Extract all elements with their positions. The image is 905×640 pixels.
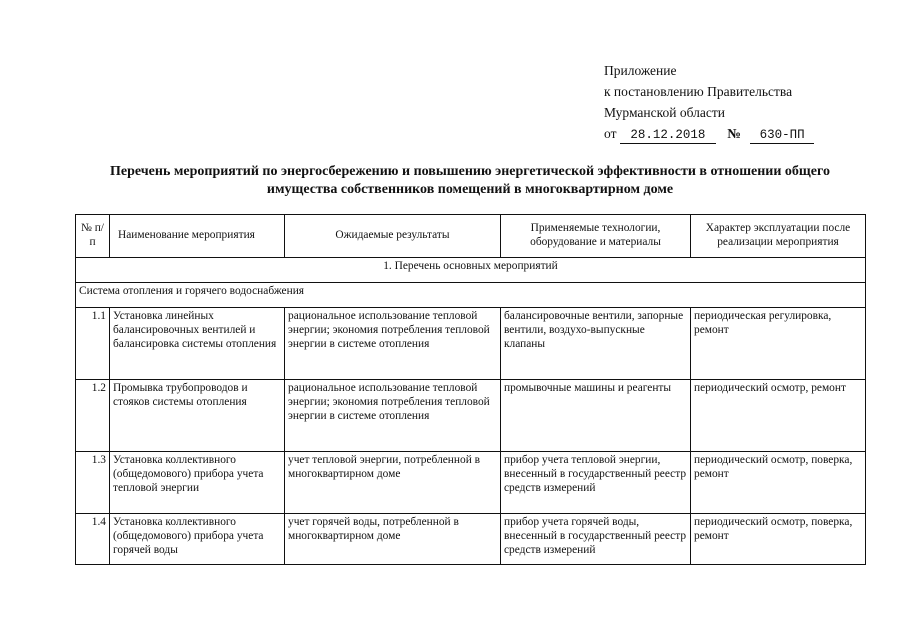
- row-results: учет горячей воды, потребленной в многоквартирном доме: [285, 514, 501, 565]
- row-number: 1.3: [76, 452, 110, 514]
- section-title: 1. Перечень основных мероприятий: [76, 258, 866, 283]
- row-name: Установка коллективного (общедомового) прибора учета тепловой энергии: [110, 452, 285, 514]
- row-tech: прибор учета тепловой энергии, внесенный в государственный реестр средств измерений: [501, 452, 691, 514]
- row-name: Установка коллективного (общедомового) прибора учета горячей воды: [110, 514, 285, 565]
- row-tech: балансировочные вентили, запорные вентили, воздухо-выпускные клапаны: [501, 308, 691, 380]
- table-row: [76, 452, 866, 514]
- title-line-2: имущества собственников помещений в многоквартирном доме: [266, 182, 674, 197]
- row-tech: промывочные машины и реагенты: [501, 380, 691, 452]
- table-row: [76, 380, 866, 452]
- row-results: рациональное использование тепловой энергии; экономия потребления тепловой энергии в системе отопления: [285, 308, 501, 380]
- appendix-title: Приложение: [604, 63, 677, 78]
- subsection-row: [76, 283, 866, 308]
- table-header-row: [76, 215, 866, 258]
- appendix-header: [604, 60, 814, 144]
- appendix-decree-line: к постановлению Правительства: [604, 84, 793, 99]
- row-number: 1.4: [76, 514, 110, 565]
- row-tech: прибор учета горячей воды, внесенный в государственный реестр средств измерений: [501, 514, 691, 565]
- from-label: от: [604, 126, 617, 141]
- row-results: рациональное использование тепловой энергии; экономия потребления тепловой энергии в системе отопления: [285, 380, 501, 452]
- appendix-region-line: Мурманской области: [604, 105, 725, 120]
- row-operation: периодический осмотр, поверка, ремонт: [691, 452, 866, 514]
- decree-date: 28.12.2018: [620, 128, 716, 144]
- header-results: Ожидаемые результаты: [285, 215, 501, 258]
- header-tech: Применяемые технологии, оборудование и материалы: [501, 215, 691, 258]
- table-row: [76, 308, 866, 380]
- table-row: [76, 514, 866, 565]
- title-line-1: Перечень мероприятий по энергосбережению и повышению энергетической эффективности в отношении общего: [110, 164, 830, 179]
- document-title: [40, 163, 900, 199]
- row-name: Установка линейных балансировочных вентилей и балансировка системы отопления: [110, 308, 285, 380]
- measures-table: [75, 214, 866, 565]
- row-operation: периодический осмотр, ремонт: [691, 380, 866, 452]
- row-results: учет тепловой энергии, потребленной в многоквартирном доме: [285, 452, 501, 514]
- header-operation: Характер эксплуатации после реализации мероприятия: [691, 215, 866, 258]
- row-number: 1.1: [76, 308, 110, 380]
- row-name: Промывка трубопроводов и стояков системы отопления: [110, 380, 285, 452]
- section-row: [76, 258, 866, 283]
- number-sign: №: [727, 126, 741, 141]
- appendix-date-number-line: [604, 123, 814, 144]
- row-operation: периодическая регулировка, ремонт: [691, 308, 866, 380]
- row-operation: периодический осмотр, поверка, ремонт: [691, 514, 866, 565]
- header-name: Наименование мероприятия: [110, 215, 285, 258]
- subsection-title: Система отопления и горячего водоснабжения: [76, 283, 866, 308]
- header-no: № п/п: [76, 215, 110, 258]
- row-number: 1.2: [76, 380, 110, 452]
- decree-number: 630-ПП: [750, 128, 814, 144]
